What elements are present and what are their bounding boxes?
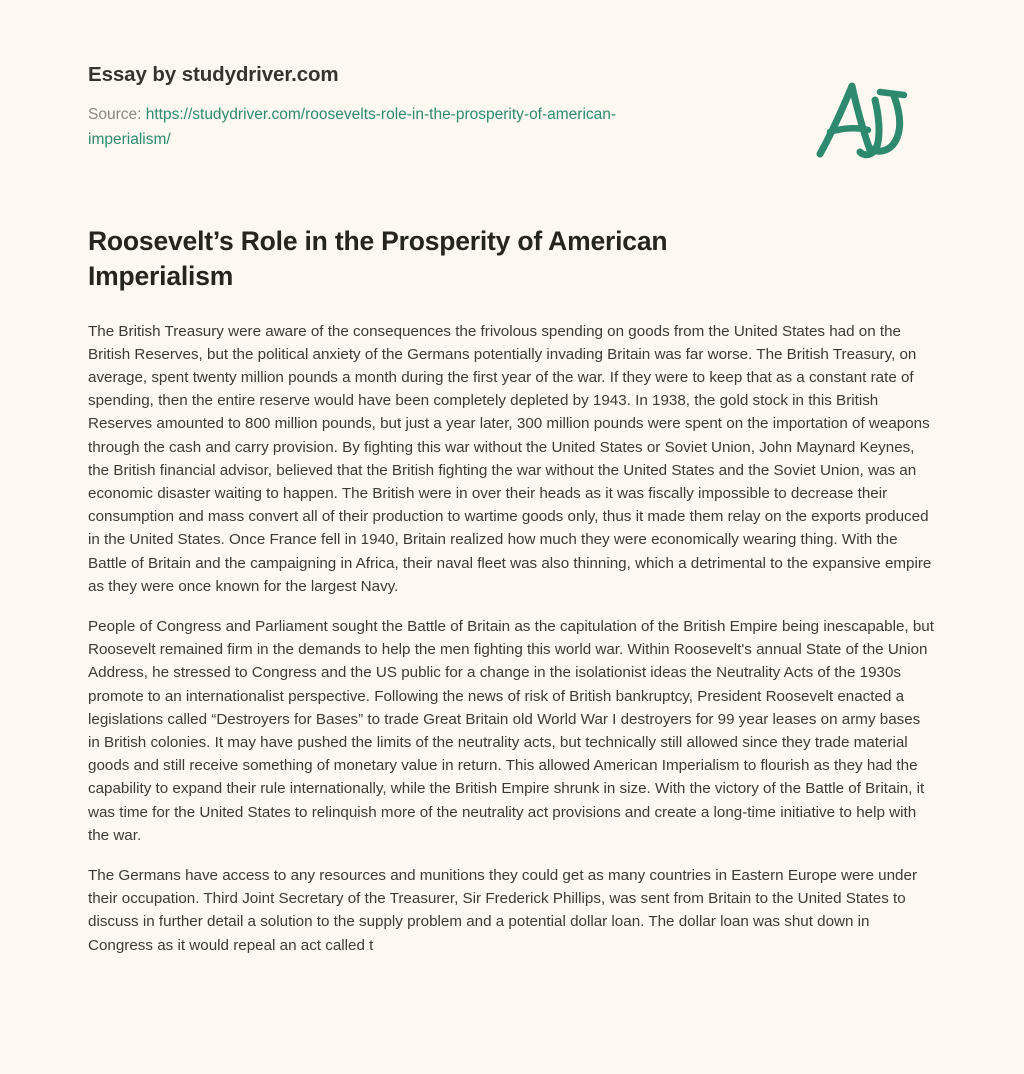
source-line	[88, 102, 688, 152]
essay-paragraph: The Germans have access to any resources and munitions they could get as many countries in Eastern Europe were under their occupation. Third Joint Secretary of the Treasurer, Sir Frederick Phillips, was sent from Britain to the United States to discuss in further detail a solution to the supply problem and a potential dollar loan. The dollar loan was shut down in Congress as it would repeal an act called t	[88, 867, 918, 954]
source-label: Source:	[88, 105, 142, 123]
essay-paragraph: People of Congress and Parliament sought the Battle of Britain as the capitulation of the British Empire being inescapable, but Roosevelt remained firm in the demands to help the men fighting this world war. Within Roosevelt's annual State of the Union Address, he stressed to Congress and the US public for a change in the isolationist ideas the Neutrality Acts of the 1930s promote to an internationalist perspective. Following the news of risk of British bankruptcy, President Roosevelt enacted a legislations called “Destroyers for Bases” to trade Great Britain old World War I destroyers for 99 year leases on army bases in British colonies. It may have pushed the limits of the neutrality acts, but technically still allowed since they trade material goods and still receive something of monetary value in return. This allowed American Imperialism to flourish as they had the capability to expand their rule internationally, while the British Empire shrunk in size. With the victory of the Battle of Britain, it was time for the United States to relinquish more of the neutrality act provisions and create a long-time initiative to help with the war.	[88, 617, 934, 844]
essay-body	[88, 320, 936, 957]
essay-section	[88, 224, 936, 957]
page-title: Roosevelt’s Role in the Prosperity of American Imperialism	[88, 225, 668, 291]
brand-title: Essay by studydriver.com	[88, 63, 339, 86]
document-header	[88, 0, 936, 152]
source-url-link[interactable]: https://studydriver.com/roosevelts-role-in-the-prosperity-of-american-imperialism/	[88, 105, 617, 148]
essay-paragraph: The British Treasury were aware of the consequences the frivolous spending on goods from the United States had on the British Reserves, but the political anxiety of the Germans potentially invading Britain was far worse. The British Treasury, on average, spent twenty million pounds a month during the first year of the war. If they were to keep that as a constant rate of spending, then the entire reserve would have been completely depleted by 1943. In 1938, the gold stock in this British Reserves amounted to 800 million pounds, but just a year later, 300 million pounds were spent on the importation of weapons through the cash and carry provision. By fighting this war without the United States or Soviet Union, John Maynard Keynes, the British financial advisor, believed that the British fighting the war without the United States and the Soviet Union, was an economic disaster waiting to happen. The British were in over their heads as it was fiscally impossible to decrease their consumption and mass convert all of their production to wartime goods only, thus it made them relay on the exports produced in the United States. Once France fell in 1940, Britain realized how much they were economically wearing thing. With the Battle of Britain and the campaigning in Africa, their naval fleet was also thinning, which a detrimental to the expansive empire as they were once known for the largest Navy.	[88, 322, 932, 595]
